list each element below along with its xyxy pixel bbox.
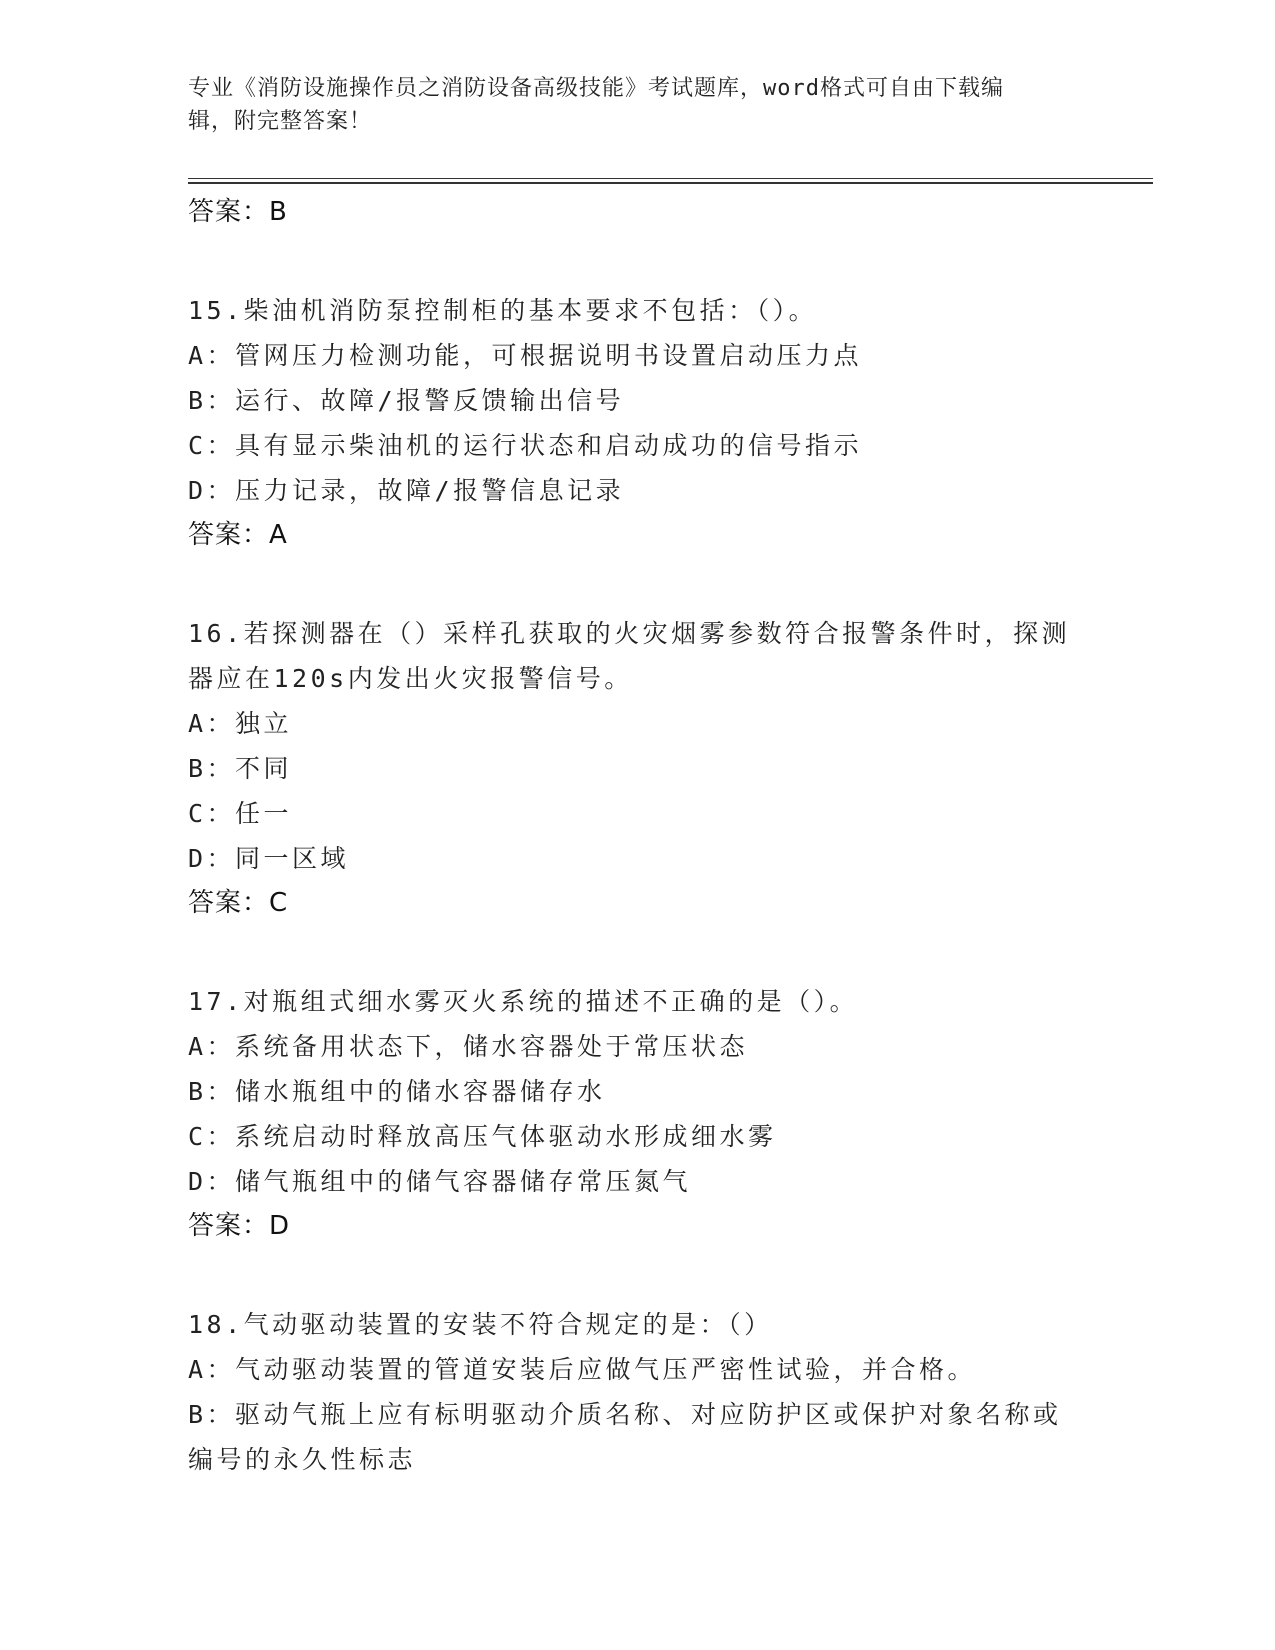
option-a: A：管网压力检测功能，可根据说明书设置启动压力点	[188, 341, 863, 370]
previous-answer: 答案：B	[188, 197, 288, 227]
option-b: B：驱动气瓶上应有标明驱动介质名称、对应防护区或保护对象名称或	[188, 1400, 1062, 1429]
option-d: D：储气瓶组中的储气容器储存常压氮气	[188, 1167, 692, 1196]
option-a: A：系统备用状态下，储水容器处于常压状态	[188, 1032, 749, 1061]
option-c: C：任一	[188, 799, 293, 828]
option-d: D：同一区域	[188, 844, 350, 873]
header-line-1: 专业《消防设施操作员之消防设备高级技能》考试题库，word格式可自由下载编	[188, 76, 1004, 101]
question-block	[188, 611, 1088, 926]
question-stem: 15.柴油机消防泵控制柜的基本要求不包括：（）。	[188, 296, 818, 325]
option-b: B：储水瓶组中的储水容器储存水	[188, 1077, 606, 1106]
question-stem-continued: 器应在120s内发出火灾报警信号。	[188, 664, 633, 693]
question-block	[188, 288, 1088, 558]
header-line-2: 辑，附完整答案！	[188, 109, 373, 134]
question-stem: 17.对瓶组式细水雾灭火系统的描述不正确的是（）。	[188, 987, 859, 1016]
header-divider-thin	[188, 178, 1153, 179]
question-stem: 18.气动驱动装置的安装不符合规定的是：（）	[188, 1310, 773, 1339]
option-b-continued: 编号的永久性标志	[188, 1445, 417, 1474]
header-divider-thick	[188, 182, 1153, 184]
option-c: C：具有显示柴油机的运行状态和启动成功的信号指示	[188, 431, 863, 460]
answer-line: 答案：C	[188, 888, 289, 918]
page-header	[188, 72, 1088, 138]
question-list	[188, 190, 1088, 1482]
option-c: C：系统启动时释放高压气体驱动水形成细水雾	[188, 1122, 777, 1151]
answer-line: 答案：A	[188, 520, 288, 550]
answer-line: 答案：D	[188, 1211, 291, 1241]
option-d: D：压力记录，故障/报警信息记录	[188, 476, 625, 505]
question-block	[188, 1302, 1088, 1482]
option-a: A：独立	[188, 709, 293, 738]
question-block	[188, 979, 1088, 1249]
option-a: A：气动驱动装置的管道安装后应做气压严密性试验，并合格。	[188, 1355, 977, 1384]
question-stem: 16.若探测器在（）采样孔获取的火灾烟雾参数符合报警条件时，探测	[188, 619, 1071, 648]
option-b: B：运行、故障/报警反馈输出信号	[188, 386, 625, 415]
option-b: B：不同	[188, 754, 293, 783]
